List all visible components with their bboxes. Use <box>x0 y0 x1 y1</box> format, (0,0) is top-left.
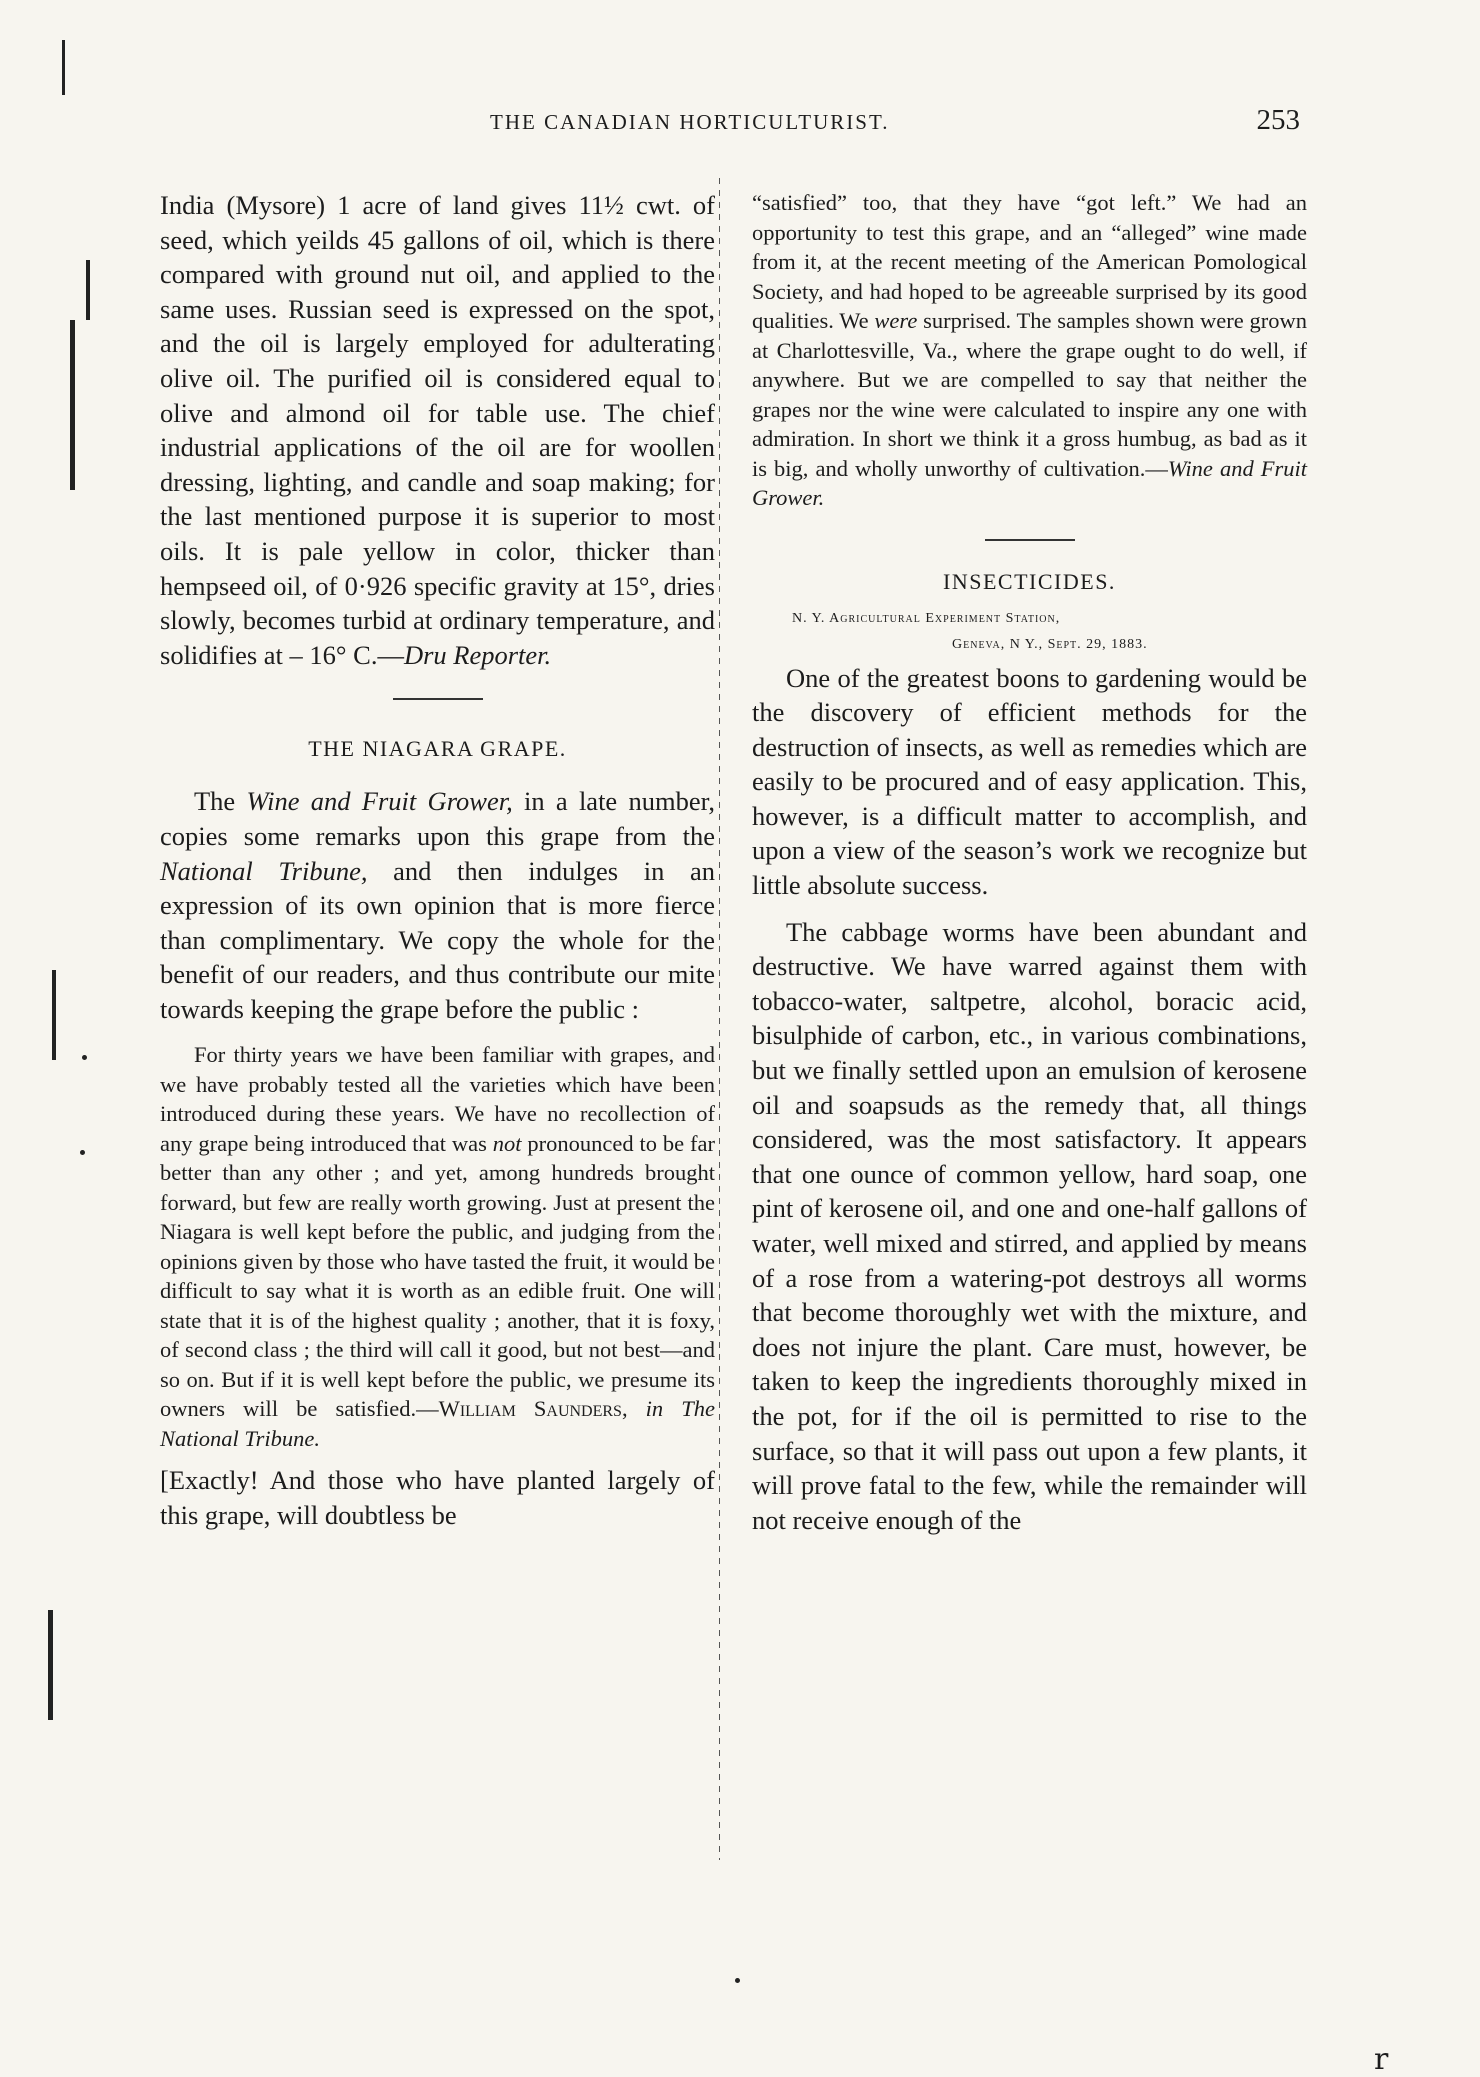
quote-author: William Saunders, <box>438 1396 628 1422</box>
quoted-tribune-passage: For thirty years we have been familiar with grapes, and we have probably tested all the varieties which have been introduced during these years. We have no recollection of any grape being introduced that was not pronounced to be far better than any other ; and yet, among hundreds brought forward, but few are really worth growing. Just at present the Niagara is well kept before the public, and judging from the opinions given by those who have tasted the fruit, it would be difficult to say what it is worth as an edible fruit. One will state that it is of the highest quality ; another, that it is foxy, of second class ; the third will call it good, but not best—and so on. But if it is well kept before the public, we presume its owners will be satisfied.—William Saunders, in The National Tribune. <box>160 1042 715 1451</box>
insecticides-paragraph-2: The cabbage worms have been abundant and destructive. We have warred against them with tobacco-water, saltpetre, alcohol, boracic acid, bisulphide of carbon, etc., in various combinations, but we finally settled upon an emulsion of kerosene oil and soapsuds as the remedy that, all things considered, was the most satisfactory. It appears that one ounce of common yellow, hard soap, one pint of kerosene oil, and one and one-half gallons of water, well mixed and stirred, and applied by means of a rose from a watering-pot destroys all worms that become thoroughly wet with the mixture, and does not injure the plant. Care must, however, be taken to keep the ingredients thoroughly mixed in the pot, for if the oil is permitted to rise to the surface, so that it will pass out upon a few plants, it will prove fatal to the few, while the remainder will not receive enough of the <box>752 916 1307 1535</box>
margin-scan-mark <box>62 40 65 95</box>
journal-title: THE CANADIAN HORTICULTURIST. <box>490 110 890 134</box>
running-header <box>160 104 1300 144</box>
bottom-dot <box>735 1978 740 1983</box>
quote-source: The National Tribune. <box>160 1396 715 1451</box>
insecticides-paragraph-1: One of the greatest boons to gardening would be the discovery of efficient methods for the destruction of insects, as well as remedies which are easily to be procured and of easy application. This, however, is a difficult matter to accomplish, and upon a view of the season’s work we recognize but little absolute success. <box>752 662 1307 901</box>
margin-scan-mark <box>80 1150 85 1155</box>
editor-comment: [Exactly! And those who have planted largely of this grape, will doubtless be <box>160 1465 715 1531</box>
margin-scan-mark <box>82 1055 87 1060</box>
margin-scan-mark <box>48 1610 53 1720</box>
section-rule <box>393 698 483 700</box>
left-column <box>160 188 715 1533</box>
source-citation: Dru Reporter. <box>403 639 552 670</box>
right-column <box>752 188 1307 1537</box>
editor-comment-continued: “satisfied” too, that they have “got left.” We had an opportunity to test this grape, and an “alleged” wine made from it, at the recent meeting of the American Pomological Society, and had hoped to be agreeable surprised by its good qualities. We were surprised. The samples shown were grown at Charlottesville, Va., where the grape ought to do well, if anywhere. But we are compelled to say that neither the grapes nor the wine were calculated to inspire any one with admiration. In short we think it a gross humbug, as bad as it is big, and wholly unworthy of cultivation.—Wine and Fruit Grower. <box>752 190 1308 510</box>
source-citation: Wine and Fruit Grower. <box>752 455 1307 510</box>
page-number: 253 <box>1256 104 1300 136</box>
oil-article-ending: India (Mysore) 1 acre of land gives 11½ cwt. of seed, which yeilds 45 gallons of oil, which is there compared with ground nut oil, and applied to the same uses. Russian seed is expressed on the spot, and the oil is largely employed for adulterating olive oil. The purified oil is considered equal to olive and almond oil for table use. The chief industrial applications of the oil are for woollen dressing, lighting, and candle and soap making; for the last mentioned purpose it is superior to most oils. It is pale yellow in color, thicker than hempseed oil, of 0·926 specific gravity at 15°, dries slowly, becomes turbid at ordinary temperature, and solidifies at – 16° C.—Dru Reporter. <box>160 190 715 670</box>
margin-scan-mark <box>86 260 90 320</box>
niagara-heading: THE NIAGARA GRAPE. <box>308 736 567 762</box>
insecticides-heading: INSECTICIDES. <box>943 568 1116 594</box>
margin-scan-mark <box>52 970 56 1060</box>
station-date: Geneva, N Y., Sept. 29, 1883. <box>952 636 1148 652</box>
niagara-intro-paragraph: The Wine and Fruit Grower, in a late number, copies some remarks upon this grape from the National Tribune, and then indulges in an expression of its own opinion that is more fierce than complimentary. We copy the whole for the benefit of our readers, and thus contribute our mite towards keeping the grape before the public : <box>160 786 716 1024</box>
margin-scan-mark <box>70 320 75 490</box>
column-divider <box>719 178 720 1860</box>
station-dateline: N. Y. Agricultural Experiment Station, <box>792 610 1061 626</box>
corner-mark: r <box>1374 2042 1389 2077</box>
